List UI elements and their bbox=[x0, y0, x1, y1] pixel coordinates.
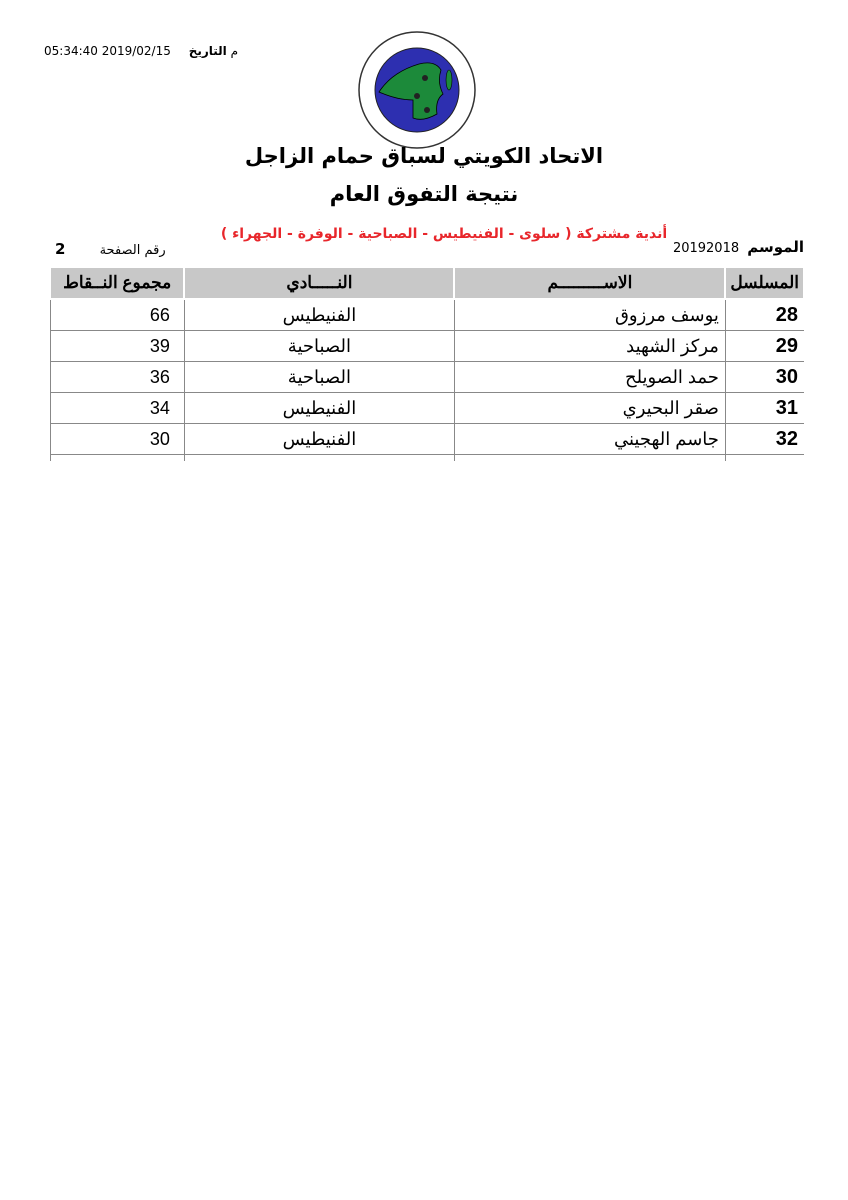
participating-clubs: أندية مشتركة ( سلوى - الفنيطيس - الصباحية - الوفرة - الجهراء ) bbox=[220, 226, 668, 242]
empty-cell bbox=[454, 455, 725, 462]
season-label: الموسم bbox=[747, 238, 804, 256]
table-row bbox=[50, 362, 804, 393]
table-row-stub bbox=[50, 455, 804, 462]
cell-points: 66 bbox=[50, 299, 184, 331]
empty-cell bbox=[50, 455, 184, 462]
cell-name: مركز الشهيد bbox=[454, 331, 725, 362]
table-row bbox=[50, 331, 804, 362]
cell-club: الفنيطيس bbox=[184, 424, 454, 455]
page-subtitle: نتيجة التفوق العام bbox=[329, 182, 519, 206]
season bbox=[673, 238, 804, 256]
table-row bbox=[50, 299, 804, 331]
cell-name: يوسف مرزوق bbox=[454, 299, 725, 331]
cell-name: جاسم الهجيني bbox=[454, 424, 725, 455]
empty-cell bbox=[184, 455, 454, 462]
results-table bbox=[49, 266, 805, 461]
season-value: 20192018 bbox=[672, 241, 740, 256]
federation-logo bbox=[357, 30, 477, 150]
page-number bbox=[55, 240, 166, 258]
col-name: الاســـــــــم bbox=[454, 267, 725, 299]
date-value: 05:34:40 2019/02/15 م bbox=[44, 44, 239, 58]
page-title: الاتحاد الكويتي لسباق حمام الزاجل bbox=[244, 144, 604, 168]
cell-serial: 29 bbox=[725, 331, 804, 362]
cell-points: 34 bbox=[50, 393, 184, 424]
cell-name: حمد الصويلح bbox=[454, 362, 725, 393]
cell-name: صقر البحيري bbox=[454, 393, 725, 424]
cell-serial: 30 bbox=[725, 362, 804, 393]
print-date bbox=[44, 44, 238, 58]
cell-serial: 31 bbox=[725, 393, 804, 424]
table-row bbox=[50, 393, 804, 424]
cell-points: 39 bbox=[50, 331, 184, 362]
date-label: التاريخ bbox=[188, 44, 227, 58]
cell-club: الفنيطيس bbox=[184, 393, 454, 424]
cell-points: 36 bbox=[50, 362, 184, 393]
cell-club: الصباحية bbox=[184, 362, 454, 393]
cell-points: 30 bbox=[50, 424, 184, 455]
cell-serial: 28 bbox=[725, 299, 804, 331]
empty-cell bbox=[725, 455, 804, 462]
col-club: النـــــادي bbox=[184, 267, 454, 299]
col-serial: المسلسل bbox=[725, 267, 804, 299]
page-number-label: رقم الصفحة bbox=[99, 243, 166, 258]
table-header bbox=[50, 267, 804, 299]
col-points: مجموع النــقاط bbox=[50, 267, 184, 299]
cell-serial: 32 bbox=[725, 424, 804, 455]
page-number-value: 2 bbox=[55, 240, 66, 258]
cell-club: الصباحية bbox=[184, 331, 454, 362]
cell-club: الفنيطيس bbox=[184, 299, 454, 331]
table-row bbox=[50, 424, 804, 455]
